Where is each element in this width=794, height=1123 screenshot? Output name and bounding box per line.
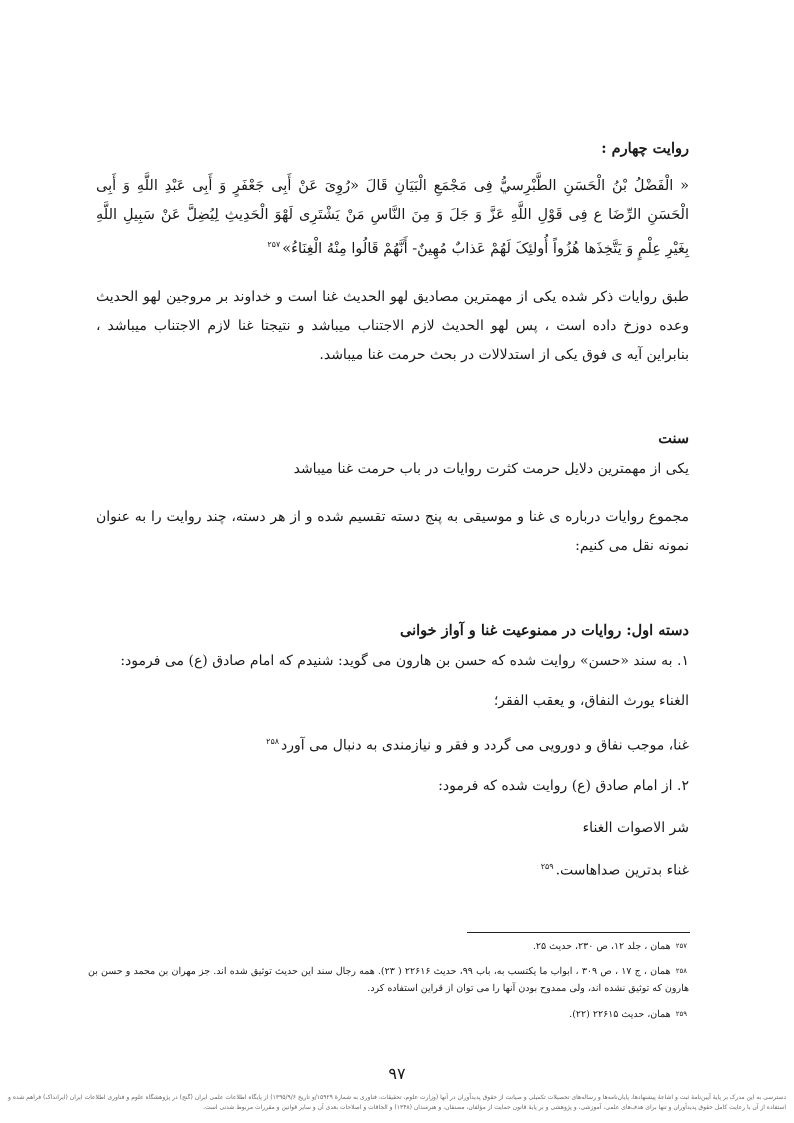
footnote-text: همان ، ج ۱۷ ، ص ۳۰۹ ، ابواب ما یکتسب به، باب ۹۹، حدیث ۲۲۶۱۶ ( ۲۳). همه رجال سند این حدیث توثیق شده اند. جز مهران بن محمد و حسن بن هارون که توثیق نشده اند، ولی ممدوح بودن آنها را می توان از قراین استفاده کرد. <box>88 966 689 994</box>
narration-item-2-arabic: شر الاصوات الغناء <box>582 820 689 836</box>
footnote-ref-258[interactable]: ۲۵۸ <box>266 737 280 746</box>
page-number: ۹۷ <box>388 1064 406 1083</box>
footnote-number: ۲۵۸ <box>675 967 687 975</box>
narration-item-1: ۱. به سند «حسن» روایت شده که حسن بن هارون می گوید: شنیدم که امام صادق (ع) می فرمود: <box>120 653 689 669</box>
narration-item-1-translation-text: غنا، موجب نفاق و دورویی می گردد و فقر و نیازمندی به دنبال می آورد <box>281 737 689 754</box>
narration-item-1-arabic: الغناء یورث النفاق، و یعقب الفقر؛ <box>493 693 689 709</box>
footnote-ref-259[interactable]: ۲۵۹ <box>540 862 554 871</box>
narrations-intro-paragraph: مجموع روایات درباره ی غنا و موسیقی به پنج دسته تقسیم شده و از هر دسته، چند روایت را به عنوان نمونه نقل می کنیم: <box>96 509 689 554</box>
sunnah-intro-line: یکی از مهمترین دلایل حرمت کثرت روایات در باب حرمت غنا میباشد <box>293 461 689 477</box>
narration-item-2: ۲. از امام صادق (ع) روایت شده که فرمود: <box>438 778 689 794</box>
narration-item-1-translation <box>96 737 689 754</box>
legal-notice: دسترسی به این مدرک بر پایۀ آیین‌نامۀ ثبت و اشاعۀ پیشنهادها، پایان‌نامه‌ها و رساله‌های تحصیلات تکمیلی و صیانت از حقوق پدیدآوران در آنها (وزارت علوم، تحقیقات، فناوری به شمارۀ ۱۵۹۲۹/و تاریخ ۱۳۹۵/۹/۶) از پایگاه اطلاعات علمی ایران (گنج) در پژوهشگاه علوم و فناوری اطلاعات ایران (ایرانداک) فراهم شده و استفاده از آن با رعایت کامل حقوق پدیدآوران و تنها برای هدف‌های علمی، آموزشی، و پژوهشی و بر پایۀ قانون حمایت از مؤلفان، مصنفان، و هنرمندان (۱۳۴۸) و الحاقات و اصلاحات بعدی آن و سایر قوانین و مقررات مربوط شدنی است. <box>8 1094 786 1111</box>
footnote-text: همان، حدیث ۲۲۶۱۵ (۲۲). <box>569 1009 671 1020</box>
narration-item-2-translation <box>96 862 689 879</box>
footnote-separator <box>467 932 690 933</box>
footnote-number: ۲۵۹ <box>675 1010 687 1018</box>
footnote-259 <box>88 1006 689 1023</box>
footnote-number: ۲۵۷ <box>675 942 687 950</box>
narration-item-2-translation-text: غناء بدترین صداهاست. <box>555 862 689 879</box>
arabic-hadith-quote <box>96 172 689 264</box>
arabic-hadith-text: « الْفَضْلُ بْنُ الْحَسَنِ الطَّبْرِسيُّ فِی مَجْمَعِ الْبَیَانِ قَالَ «رُوِیَ عَنْ أَبِی جَعْفَرٍ وَ أَبِی عَبْدِ اللَّهِ وَ أَبِی الْحَسَنِ الرِّضَا ع فِی قَوْلِ اللَّهِ عَزَّ وَ جَلَ وَ مِنَ النَّاسِ مَنْ یَشْتَرِی لَهْوَ الْحَدِیثِ لِیُضِلَّ عَنْ سَبِیلِ اللَّهِ بِغَیْرِ عِلْمٍ وَ یَتَّخِذَها هُزُواً أُولئِکَ لَهُمْ عَذابٌ مُهِینٌ- أَنَّهُمْ قَالُوا مِنْهُ الْغِنَاءُ» <box>96 178 689 257</box>
analysis-paragraph: طبق روایات ذکر شده یکی از مهمترین مصادیق لهو الحدیث غنا است و خداوند بر مروجین لهو الحدیث وعده دوزخ داده است ، پس لهو الحدیث لازم الاجتناب میباشد و نتیجتا غنا لازم الاجتناب میباشد ، بنابراین آیه ی فوق یکی از استدلالات در بحث حرمت غنا میباشد. <box>96 289 689 363</box>
footnote-ref-257[interactable]: ۲۵۷ <box>267 240 281 249</box>
footnote-258 <box>88 963 689 997</box>
section-heading-narration-four: روایت چهارم : <box>601 140 689 157</box>
category-one-heading: دسته اول: روایات در ممنوعیت غنا و آواز خوانی <box>400 622 689 639</box>
section-heading-sunnah: سنت <box>658 430 689 447</box>
footnote-257 <box>88 938 689 955</box>
footnote-text: همان ، جلد ۱۲، ص ۲۳۰، حدیث ۲۵. <box>532 941 671 952</box>
